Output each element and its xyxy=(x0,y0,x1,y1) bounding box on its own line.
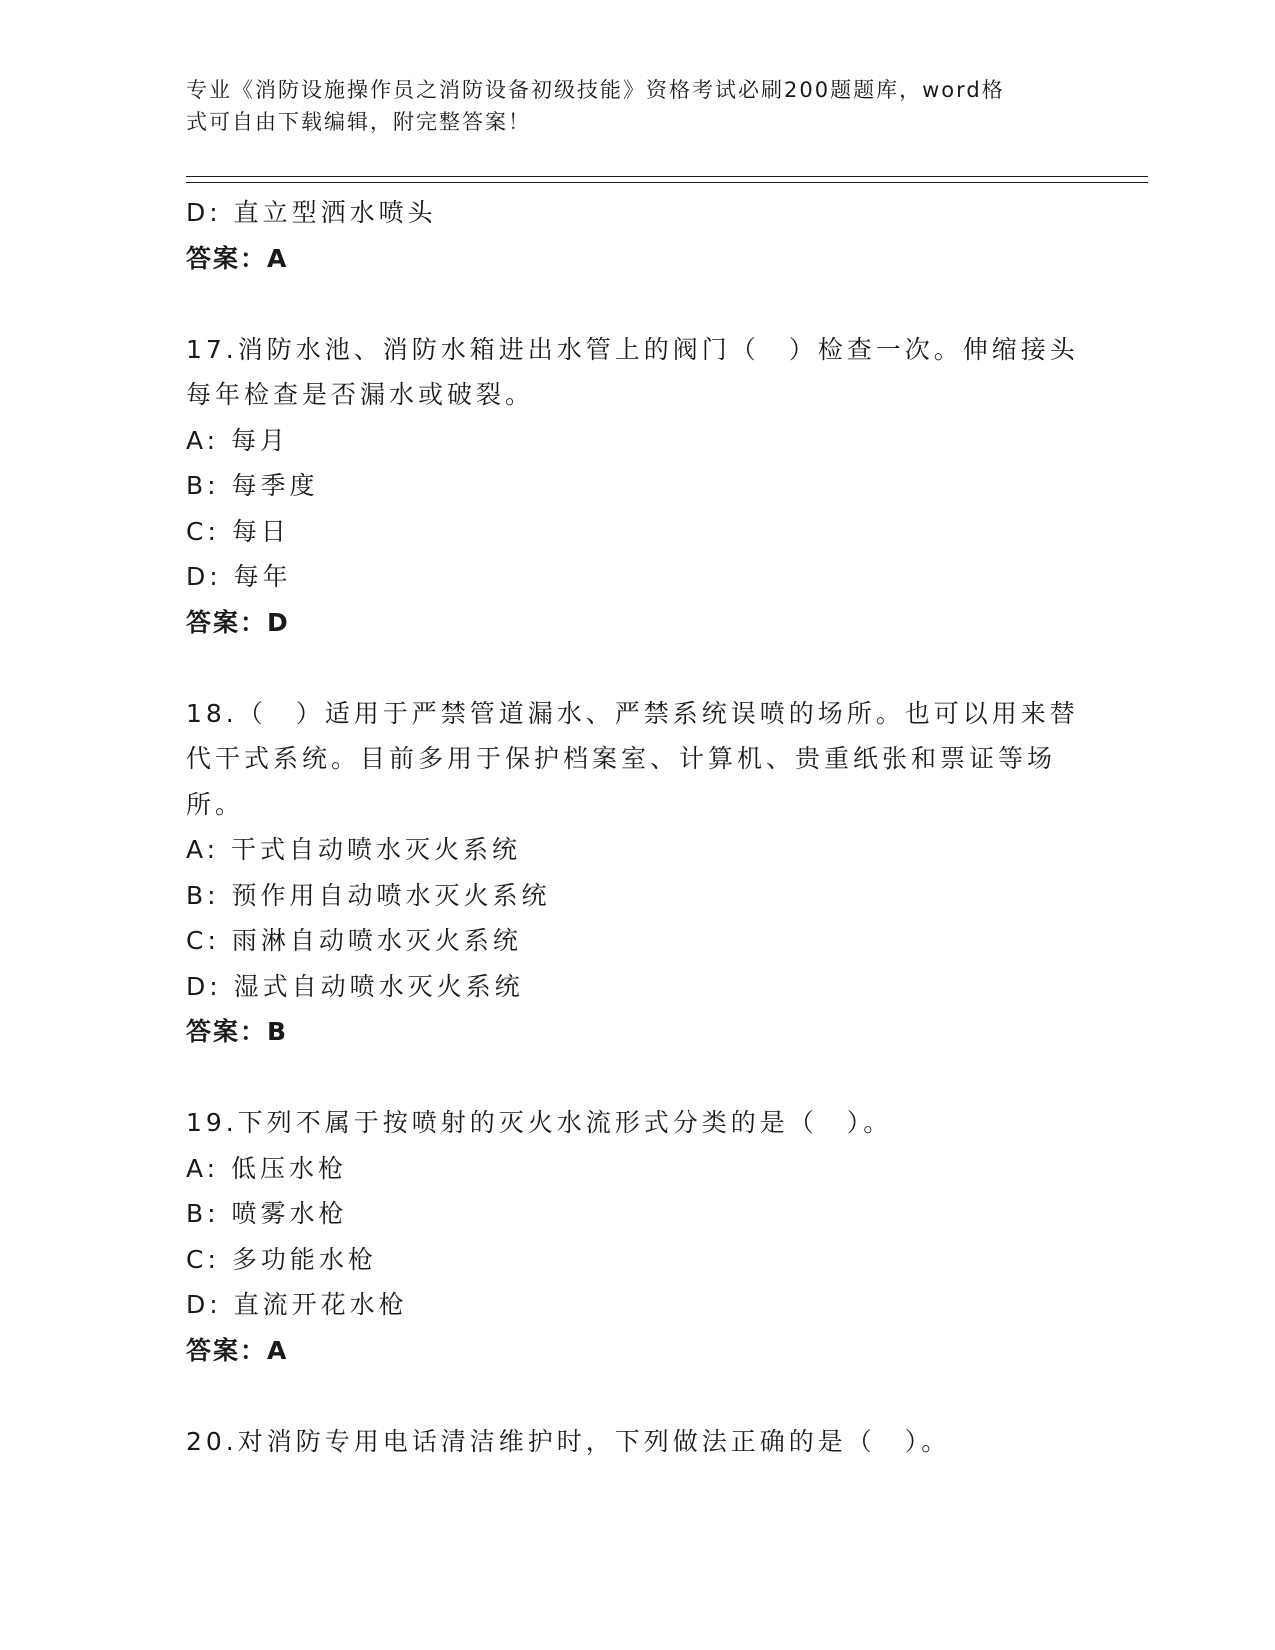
question-stem-line: 17.消防水池、消防水箱进出水管上的阀门（ ）检查一次。伸缩接头 xyxy=(186,334,1079,364)
question-stem-line: 18.（ ）适用于严禁管道漏水、严禁系统误喷的场所。也可以用来替 xyxy=(186,698,1079,728)
spacer xyxy=(186,1055,1086,1101)
spacer xyxy=(186,645,1086,691)
question-stem-line: 代干式系统。目前多用于保护档案室、计算机、贵重纸张和票证等场 xyxy=(186,744,1057,773)
option-d: D: 直立型洒水喷头 xyxy=(186,198,437,227)
answer-line: 答案：B xyxy=(186,1017,289,1046)
question-stem-line: 所。 xyxy=(186,789,245,819)
question-stem-line: 20.对消防专用电话清洁维护时，下列做法正确的是（ ）。 xyxy=(186,1426,951,1456)
header-divider-bottom xyxy=(186,182,1148,183)
option-d: D: 每年 xyxy=(186,562,292,591)
option-b: B: 喷雾水枪 xyxy=(186,1199,348,1228)
header-line-1: 专业《消防设施操作员之消防设备初级技能》资格考试必刷200题题库，word格 xyxy=(186,78,1005,102)
option-b: B: 每季度 xyxy=(186,471,319,500)
question-17 xyxy=(186,327,1086,646)
question-18 xyxy=(186,691,1086,1055)
option-a: A: 低压水枪 xyxy=(186,1153,348,1183)
question-20 xyxy=(186,1419,1086,1465)
option-c: C: 每日 xyxy=(186,516,290,546)
option-b: B: 预作用自动喷水灭火系统 xyxy=(186,880,551,910)
question-stem-line: 19.下列不属于按喷射的灭火水流形式分类的是（ ）。 xyxy=(186,1108,893,1137)
option-d: D: 湿式自动喷水灭火系统 xyxy=(186,971,524,1001)
option-d: D: 直流开花水枪 xyxy=(186,1290,408,1319)
answer-line: 答案：A xyxy=(186,1335,289,1365)
answer-line: 答案：D xyxy=(186,607,290,637)
header-line-2: 式可自由下载编辑，附完整答案！ xyxy=(186,110,531,134)
answer-line: 答案：A xyxy=(186,243,289,273)
option-c: C: 多功能水枪 xyxy=(186,1244,377,1274)
spacer xyxy=(186,1373,1086,1419)
option-a: A: 每月 xyxy=(186,425,290,455)
question-19 xyxy=(186,1100,1086,1373)
page-header xyxy=(186,74,1066,138)
option-a: A: 干式自动喷水灭火系统 xyxy=(186,835,522,864)
header-divider-top xyxy=(186,176,1148,177)
spacer xyxy=(186,281,1086,327)
question-stem-line: 每年检查是否漏水或破裂。 xyxy=(186,380,535,409)
question-list xyxy=(186,190,1086,1464)
option-c: C: 雨淋自动喷水灭火系统 xyxy=(186,926,522,955)
